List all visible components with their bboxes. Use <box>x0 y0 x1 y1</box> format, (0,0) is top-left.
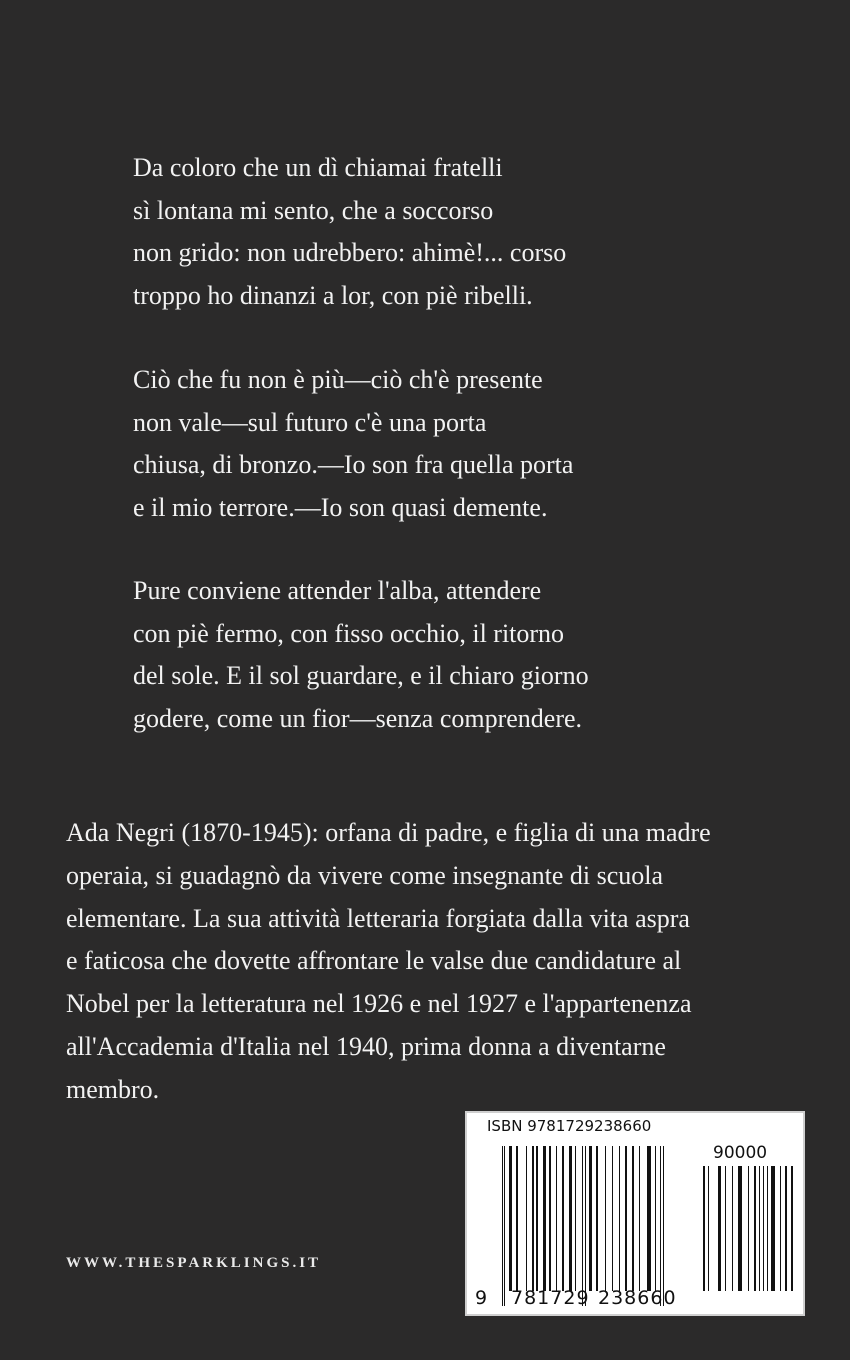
bio-line: Nobel per la letteratura nel 1926 e nel 1927 e l'appartenenza <box>66 989 692 1019</box>
barcode-lead-digit: 9 <box>475 1287 488 1309</box>
barcode-bar <box>526 1146 527 1291</box>
barcode-bar <box>569 1146 572 1291</box>
poem-stanza-2 <box>133 359 573 529</box>
barcode-bar <box>509 1146 512 1291</box>
author-bio <box>66 812 711 1112</box>
barcode-bar <box>732 1166 733 1291</box>
publisher-website: WWW.THESPARKLINGS.IT <box>66 1255 322 1271</box>
poem-line: con piè fermo, con fisso occhio, il ritorno <box>133 618 565 648</box>
barcode-bar <box>639 1146 640 1291</box>
barcode-bar <box>625 1146 627 1291</box>
addon-number: 90000 <box>713 1143 768 1163</box>
barcode-bar <box>504 1146 505 1306</box>
barcode-digits-left: 781729 <box>511 1287 590 1309</box>
barcode-bar <box>549 1146 551 1291</box>
barcode-bar <box>759 1166 760 1291</box>
barcode-bar <box>725 1166 726 1291</box>
poem-line: troppo ho dinanzi a lor, con piè ribelli. <box>133 280 533 310</box>
barcode-bar <box>780 1166 781 1291</box>
barcode-bar <box>708 1166 709 1291</box>
barcode-bar <box>589 1146 592 1291</box>
barcode-bar <box>754 1166 756 1291</box>
barcode-bar <box>655 1146 656 1291</box>
barcode-bar <box>562 1146 564 1291</box>
bio-line: membro. <box>66 1074 160 1104</box>
bio-line: Ada Negri (1870-1945): orfana di padre, e figlia di una madre <box>66 818 711 847</box>
barcode-bar <box>763 1166 764 1291</box>
barcode-bar <box>718 1166 721 1291</box>
barcode-bar <box>605 1146 606 1291</box>
barcode-bar <box>647 1146 651 1291</box>
barcode-bar <box>502 1146 503 1306</box>
barcode-bar <box>619 1146 620 1291</box>
poem-line: non vale—sul futuro c'è una porta <box>133 407 487 437</box>
barcode-bar <box>785 1166 787 1291</box>
bio-line: all'Accademia d'Italia nel 1940, prima donna a diventarne <box>66 1031 666 1061</box>
barcode-bar <box>660 1146 661 1306</box>
barcode-bar <box>516 1146 518 1291</box>
poem-stanza-1 <box>133 147 566 317</box>
isbn-label: ISBN 9781729238660 <box>487 1117 652 1135</box>
barcode-bar <box>596 1146 598 1291</box>
bio-line: e faticosa che dovette affrontare le valse due candidature al <box>66 946 682 976</box>
barcode-bar <box>791 1166 793 1291</box>
poem-line: e il mio terrore.—Io son quasi demente. <box>133 492 548 522</box>
barcode-bar <box>556 1146 557 1291</box>
poem-line: sì lontana mi sento, che a soccorso <box>133 195 494 225</box>
barcode-bar <box>612 1146 613 1291</box>
barcode-bar <box>771 1166 775 1291</box>
barcode-bar <box>585 1146 586 1306</box>
poem-line: Da coloro che un dì chiamai fratelli <box>133 153 503 182</box>
bio-line: operaia, si guadagnò da vivere come insegnante di scuola <box>66 860 664 890</box>
isbn-barcode <box>465 1111 805 1316</box>
poem-line: del sole. E il sol guardare, e il chiaro giorno <box>133 661 589 690</box>
poem-line: non grido: non udrebbero: ahimè!... corso <box>133 238 567 267</box>
bio-line: elementare. La sua attività letteraria forgiata dalla vita aspra <box>66 903 690 933</box>
barcode-bar <box>536 1146 538 1291</box>
barcode-bar <box>532 1146 534 1291</box>
poem-stanza-3 <box>133 570 589 740</box>
barcode-bar <box>632 1146 634 1291</box>
poem-line: chiusa, di bronzo.—Io son fra quella porta <box>133 450 574 479</box>
barcode-bar <box>575 1146 576 1291</box>
barcode-bar <box>767 1166 768 1291</box>
barcode-bar <box>738 1166 742 1291</box>
poem-line: Ciò che fu non è più—ciò ch'è presente <box>133 365 543 394</box>
barcode-digits-right: 238660 <box>598 1287 677 1309</box>
barcode-bar <box>703 1166 705 1291</box>
barcode-bar <box>663 1146 664 1306</box>
barcode-bar <box>543 1146 546 1291</box>
barcode-bar <box>582 1146 583 1306</box>
poem-line: Pure conviene attender l'alba, attendere <box>133 576 542 605</box>
barcode-bar <box>748 1166 749 1291</box>
poem-line: godere, come un fior—senza comprendere. <box>133 703 583 733</box>
